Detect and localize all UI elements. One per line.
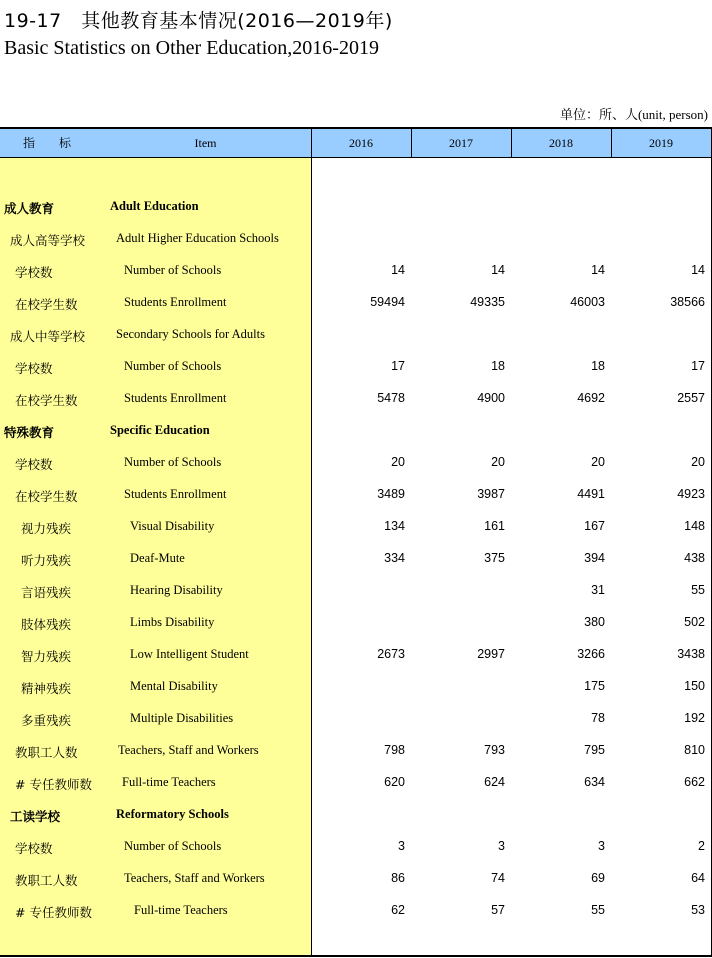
unit-label: 单位：所、人(unit, person) [559,107,708,122]
row-label-english: Low Intelligent Student [130,647,249,661]
header-year-2017: 2017 [449,136,473,150]
row-label-chinese: 成人高等学校 [10,233,86,248]
cell-value-2016: 14 [391,263,405,277]
row-label-english: Adult Higher Education Schools [116,231,279,245]
cell-value-2019: 17 [691,359,705,373]
cell-value-2018: 3 [598,839,605,853]
table-row [0,350,712,382]
table-row [0,798,712,830]
cell-value-2016: 134 [384,519,405,533]
table-header [0,129,712,158]
table-body [0,190,712,926]
table-row [0,478,712,510]
table-row [0,190,712,222]
cell-value-2019: 4923 [677,487,705,501]
cell-value-2017: 74 [491,871,505,885]
row-label-chinese: 教职工人数 [15,873,78,888]
row-label-chinese: 学校数 [15,361,53,376]
header-divider [511,129,512,158]
row-label-english: Students Enrollment [124,295,227,309]
cell-value-2018: 380 [584,615,605,629]
row-label-english: Secondary Schools for Adults [116,327,265,341]
cell-value-2017: 793 [484,743,505,757]
cell-value-2016: 59494 [370,295,405,309]
row-label-chinese: 在校学生数 [15,393,78,408]
cell-value-2016: 17 [391,359,405,373]
header-item: Item [194,136,217,150]
row-label-chinese: 视力残疾 [21,521,72,536]
cell-value-2019: 502 [684,615,705,629]
cell-value-2019: 20 [691,455,705,469]
cell-value-2019: 64 [691,871,705,885]
header-year-2019: 2019 [649,136,673,150]
row-label-chinese: 学校数 [15,457,53,472]
table-row [0,766,712,798]
table-row [0,510,712,542]
header-year-2018: 2018 [549,136,573,150]
table-row [0,542,712,574]
cell-value-2017: 18 [491,359,505,373]
cell-value-2017: 624 [484,775,505,789]
cell-value-2019: 2557 [677,391,705,405]
row-label-english: Adult Education [110,199,199,213]
cell-value-2019: 148 [684,519,705,533]
row-label-english: Students Enrollment [124,487,227,501]
table-bottom-rule [0,955,712,957]
cell-value-2018: 78 [591,711,605,725]
row-label-english: Visual Disability [130,519,215,533]
row-label-english: Full-time Teachers [134,903,228,917]
cell-value-2019: 810 [684,743,705,757]
row-label-english: Teachers, Staff and Workers [118,743,259,757]
row-label-english: Number of Schools [124,455,222,469]
table-row [0,830,712,862]
cell-value-2018: 46003 [570,295,605,309]
cell-value-2019: 38566 [670,295,705,309]
row-label-chinese: 学校数 [15,265,53,280]
row-label-chinese: 工读学校 [10,809,61,824]
cell-value-2018: 4491 [577,487,605,501]
row-label-english: Deaf-Mute [130,551,185,565]
cell-value-2017: 57 [491,903,505,917]
header-indicator: 指 标 [22,136,77,150]
table-row [0,862,712,894]
table-row [0,894,712,926]
row-label-chinese: 肢体残疾 [21,617,72,632]
cell-value-2018: 18 [591,359,605,373]
cell-value-2016: 86 [391,871,405,885]
cell-value-2019: 55 [691,583,705,597]
cell-value-2018: 634 [584,775,605,789]
row-label-english: Number of Schools [124,263,222,277]
cell-value-2016: 334 [384,551,405,565]
table-row [0,702,712,734]
row-label-chinese: 在校学生数 [15,489,78,504]
cell-value-2016: 20 [391,455,405,469]
cell-value-2017: 2997 [477,647,505,661]
row-label-chinese: 成人中等学校 [10,329,86,344]
cell-value-2018: 795 [584,743,605,757]
row-label-english: Multiple Disabilities [130,711,234,725]
row-label-chinese: # 专任教师数 [15,777,92,792]
row-label-chinese: 言语残疾 [21,585,72,600]
row-label-chinese: 多重残疾 [21,713,72,728]
row-label-chinese: 成人教育 [4,201,55,216]
cell-value-2016: 620 [384,775,405,789]
cell-value-2018: 69 [591,871,605,885]
cell-value-2018: 14 [591,263,605,277]
cell-value-2019: 14 [691,263,705,277]
cell-value-2019: 438 [684,551,705,565]
row-label-english: Hearing Disability [130,583,223,597]
row-label-chinese: 教职工人数 [15,745,78,760]
cell-value-2017: 3 [498,839,505,853]
table-row [0,382,712,414]
row-label-english: Full-time Teachers [122,775,216,789]
table-row [0,734,712,766]
table-row [0,286,712,318]
row-label-english: Limbs Disability [130,615,215,629]
cell-value-2018: 20 [591,455,605,469]
cell-value-2016: 62 [391,903,405,917]
table-row [0,638,712,670]
table-row [0,254,712,286]
row-label-english: Teachers, Staff and Workers [124,871,265,885]
header-divider [611,129,612,158]
cell-value-2018: 4692 [577,391,605,405]
cell-value-2017: 161 [484,519,505,533]
row-label-chinese: 学校数 [15,841,53,856]
table-row [0,670,712,702]
table-row [0,318,712,350]
table-row [0,222,712,254]
cell-value-2019: 2 [698,839,705,853]
header-divider [411,129,412,158]
table-row [0,574,712,606]
cell-value-2016: 798 [384,743,405,757]
row-label-chinese: 特殊教育 [4,425,55,440]
row-label-english: Specific Education [110,423,210,437]
row-label-chinese: 听力残疾 [21,553,72,568]
row-label-english: Number of Schools [124,359,222,373]
cell-value-2018: 55 [591,903,605,917]
cell-value-2017: 14 [491,263,505,277]
header-year-2016: 2016 [349,136,373,150]
row-label-chinese: 在校学生数 [15,297,78,312]
cell-value-2017: 375 [484,551,505,565]
cell-value-2016: 5478 [377,391,405,405]
cell-value-2018: 3266 [577,647,605,661]
cell-value-2017: 4900 [477,391,505,405]
table-row [0,414,712,446]
statistics-table [0,127,712,957]
cell-value-2017: 3987 [477,487,505,501]
page-title-chinese: 19-17 其他教育基本情况(2016—2019年) [4,10,393,32]
cell-value-2017: 49335 [470,295,505,309]
row-label-english: Students Enrollment [124,391,227,405]
cell-value-2019: 662 [684,775,705,789]
cell-value-2016: 2673 [377,647,405,661]
row-label-english: Reformatory Schools [116,807,229,821]
row-label-chinese: # 专任教师数 [15,905,92,920]
cell-value-2018: 167 [584,519,605,533]
cell-value-2018: 31 [591,583,605,597]
cell-value-2019: 53 [691,903,705,917]
page-title-english: Basic Statistics on Other Education,2016-2019 [4,37,379,59]
cell-value-2016: 3 [398,839,405,853]
row-label-english: Number of Schools [124,839,222,853]
cell-value-2016: 3489 [377,487,405,501]
cell-value-2019: 192 [684,711,705,725]
cell-value-2018: 175 [584,679,605,693]
row-label-chinese: 智力残疾 [21,649,72,664]
cell-value-2018: 394 [584,551,605,565]
table-row [0,446,712,478]
cell-value-2019: 150 [684,679,705,693]
row-label-english: Mental Disability [130,679,218,693]
table-row [0,606,712,638]
row-label-chinese: 精神残疾 [21,681,72,696]
cell-value-2017: 20 [491,455,505,469]
cell-value-2019: 3438 [677,647,705,661]
